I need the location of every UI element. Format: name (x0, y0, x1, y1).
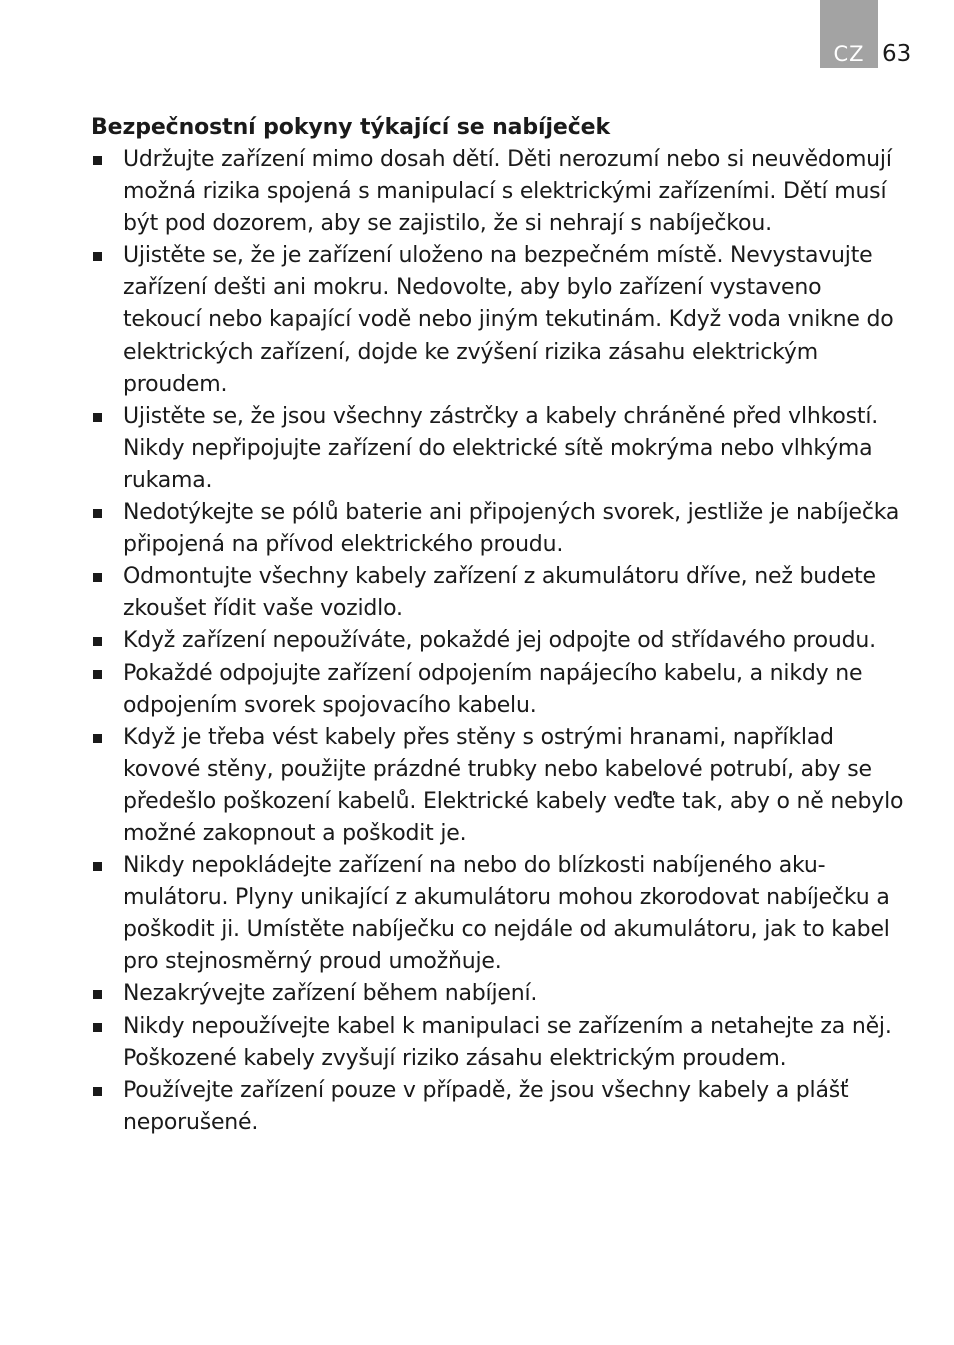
list-item (91, 144, 906, 240)
list-item (91, 561, 906, 625)
safety-section (91, 112, 906, 1139)
list-item (91, 850, 906, 978)
list-item (91, 240, 906, 400)
list-item-text: Odmontujte všechny kabely zařízení z akumulátoru dříve, než budete zkoušet řídit vaše vozidlo. (123, 564, 876, 622)
list-item-text: Nezakrývejte zařízení během nabíjení. (123, 981, 538, 1007)
page-number: 63 (882, 41, 912, 67)
list-item (91, 497, 906, 561)
square-bullet-icon (93, 1023, 102, 1032)
square-bullet-icon (93, 862, 102, 871)
list-item (91, 625, 906, 657)
safety-list (91, 144, 906, 1139)
square-bullet-icon (93, 734, 102, 743)
square-bullet-icon (93, 252, 102, 261)
list-item-text: Ujistěte se, že jsou všechny zástrčky a kabely chráněné před vlhkostí. Nikdy nepřipojujte zařízení do elektrické sítě mokrýma nebo vlhkýma rukama. (123, 403, 879, 493)
list-item-text: Nikdy nepokládejte zařízení na nebo do blízkosti nabíjeného akumulátoru. Plyny unikající z akumulátoru mohou zkorodovat nabíječku a poškodit ji. Umístěte nabíječku co nejdále od akumulátoru, jak to kabel pro stejnosměrný proud umožňuje. (123, 853, 890, 975)
square-bullet-icon (93, 573, 102, 582)
list-item-text: Pokaždé odpojujte zařízení odpojením napájecího kabelu, a nikdy ne odpojením svorek spojovacího kabelu. (123, 660, 863, 718)
section-title: Bezpečnostní pokyny týkající se nabíječek (91, 115, 611, 140)
square-bullet-icon (93, 670, 102, 679)
list-item-text: Když zařízení nepoužíváte, pokaždé jej odpojte od střídavého proudu. (123, 628, 876, 654)
list-item (91, 1075, 906, 1139)
list-item (91, 658, 906, 722)
list-item (91, 722, 906, 850)
square-bullet-icon (93, 1087, 102, 1096)
square-bullet-icon (93, 156, 102, 165)
list-item-text: Ujistěte se, že je zařízení uloženo na bezpečném místě. Nevystavujte zařízení dešti ani mokru. Nedovolte, aby bylo zařízení vystaveno tekoucí nebo kapající vodě nebo jiným tekutinám. Když voda vnikne do elektrických zařízení, dojde ke zvýšení rizika zásahu elektrickým proudem. (123, 243, 894, 397)
square-bullet-icon (93, 509, 102, 518)
square-bullet-icon (93, 413, 102, 422)
language-tab: CZ (820, 0, 878, 68)
list-item (91, 1011, 906, 1075)
list-item (91, 401, 906, 497)
square-bullet-icon (93, 637, 102, 646)
square-bullet-icon (93, 990, 102, 999)
list-item-text: Nikdy nepoužívejte kabel k manipulaci se zařízením a netahejte za něj. Poškozené kabely zvyšují riziko zásahu elektrickým proudem. (123, 1013, 892, 1071)
list-item-text: Používejte zařízení pouze v případě, že jsou všechny kabely a plášť neporušené. (123, 1077, 849, 1135)
list-item-text: Nedotýkejte se pólů baterie ani připojených svorek, jestliže je nabíječka připojená na přívod elektrického proudu. (123, 500, 900, 558)
list-item-text: Když je třeba vést kabely přes stěny s ostrými hranami, například kovové stěny, použijte prázdné trubky nebo kabelové potrubí, aby se předešlo poškození kabelů. Elektrické kabely veďte tak, aby o ně nebylo možné zakopnout a poškodit je. (123, 724, 904, 846)
list-item (91, 978, 906, 1010)
list-item-text: Udržujte zařízení mimo dosah dětí. Děti nerozumí nebo si neuvědomují možná rizika spojená s manipulací s elektrickými zařízeními. Dětí musí být pod dozorem, aby se zajistilo, že si nehrají s nabíječkou. (123, 147, 892, 237)
